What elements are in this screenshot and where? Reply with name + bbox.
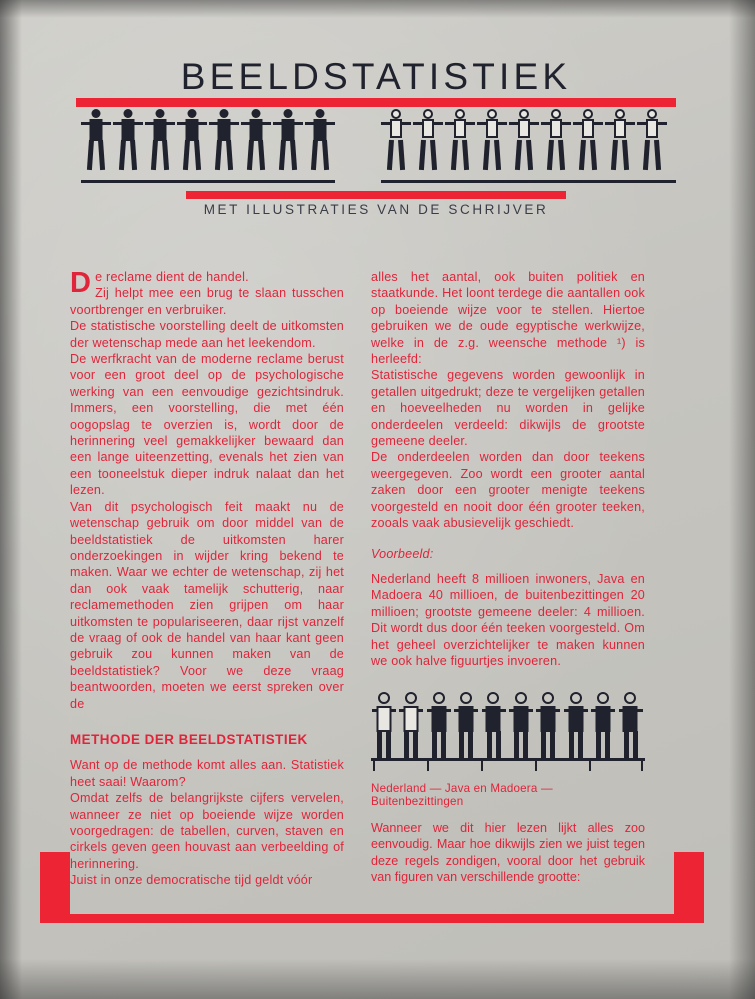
paragraph [70, 267, 344, 299]
person-white-icon [398, 692, 423, 758]
decorative-block-right [674, 852, 704, 923]
person-icon [177, 109, 207, 171]
paragraph: Nederland heeft 8 millioen inwoners, Java en Madoera 40 millioen, de buitenbezittingen 20 millioen; grootste gemeene deeler: 4 millioen. Dit wordt dus door één teeken voorgesteld. Om het geheel overzichtelijker te maken kunnen we ook halve figuurtjes invoeren. [371, 571, 645, 668]
person-icon [481, 692, 506, 758]
bottom-rule [70, 914, 674, 923]
example-label: Voorbeeld: [371, 546, 434, 561]
person-white-icon [573, 109, 603, 171]
person-icon [508, 692, 533, 758]
page-title: BEELDSTATISTIEK [180, 56, 572, 97]
person-icon [273, 109, 303, 171]
subtitle-rule [186, 191, 566, 199]
drop-cap: D [70, 267, 92, 299]
person-white-icon [541, 109, 571, 171]
chart-caption: Nederland — Java en Madoera — Buitenbezittingen [371, 782, 553, 808]
scan-edge-right [729, 0, 755, 999]
paragraph: Wanneer we dit hier lezen lijkt alles zoo eenvoudig. Maar hoe dikwijls zien we juist tegen deze regels zondigen, vooral door het gebruik van figuren van verschillende grootte: [371, 821, 645, 885]
chart-ticks [371, 761, 645, 773]
person-icon [209, 109, 239, 171]
paragraph: De onderdeelen worden dan door teekens weergegeven. Zoo wordt een grooter aantal zaken door een grooter menigte teekens voorgesteld en nooit door één grooter teeken, zooals vaak abusievelijk geschiedt. [371, 450, 645, 531]
poster-sheet [26, 14, 726, 974]
person-icon [618, 692, 643, 758]
person-white-icon [637, 109, 667, 171]
person-white-icon [445, 109, 475, 171]
person-icon [535, 692, 560, 758]
person-white-icon [371, 692, 396, 758]
paragraph: Zij helpt mee een brug te slaan tusschen voortbrenger en verbruiker. [70, 286, 344, 317]
person-icon [563, 692, 588, 758]
paragraph: Statistische gegevens worden gewoonlijk in getallen uitgedrukt; deze te vergelijken getallen en hoeveelheden nu worden in gelijke onderdeelen verdeeld: dikwijls de grootste gemeene deeler. [371, 368, 645, 449]
person-icon [426, 692, 451, 758]
paragraph: Juist in onze democratische tijd geldt vóór [70, 873, 313, 888]
paragraph: De statistische voorstelling deelt de uitkomsten der wetenschap mede aan het leekendom. [70, 319, 344, 350]
person-white-icon [605, 109, 635, 171]
section-heading: METHODE DER BEELDSTATISTIEK [70, 731, 308, 747]
person-icon [453, 692, 478, 758]
top-rule [76, 98, 676, 107]
decorative-block-left [40, 852, 70, 923]
header-baseline-left [81, 180, 335, 183]
person-icon [305, 109, 335, 171]
paragraph: De werfkracht van de moderne reclame berust voor een groot deel op de psychologische werking van een eenvoudige gezichtsindruk. Immers, een voorstelling, die met één oogopslag te overzien is, wordt door de herinnering veel gemakkelijker bewaard dan een lange uiteenzetting, evenals het zien van een tooneelstuk dieper indruk nalaat dan het lezen. [70, 352, 344, 498]
header-figure-group-left [81, 109, 337, 171]
header-baseline-right [381, 180, 676, 183]
header-figure-group-right [381, 109, 669, 171]
person-white-icon [381, 109, 411, 171]
person-icon [590, 692, 615, 758]
right-column [371, 269, 645, 669]
person-white-icon [477, 109, 507, 171]
person-icon [241, 109, 271, 171]
paragraph: Omdat zelfs de belangrijkste cijfers vervelen, wanneer ze niet op boeiende wijze worden voorgedragen: de tabellen, curven, staven en cirkels geven geen houvast aan verbeelding of herinnering. [70, 791, 344, 871]
paragraph: alles het aantal, ook buiten politiek en staatkunde. Het loont terdege die aantallen ook op boeiende wijze voor te stellen. Hiertoe gebruiken we de oude egyptische werkwijze, welke in de z.g. weensche methode ¹) is herleefd: [371, 270, 645, 367]
left-column [70, 269, 344, 889]
paragraph: Want op de methode komt alles aan. Statistiek heet saai! Waarom? [70, 758, 344, 789]
scan-edge-left [0, 0, 22, 999]
pictogram-chart [371, 686, 645, 898]
page-subtitle: MET ILLUSTRATIES VAN DE SCHRIJVER [203, 202, 549, 217]
paragraph: Van dit psychologisch feit maakt nu de wetenschap gebruik om door middel van de beeldstatistiek de uitkomsten harer onderzoekingen in wijder kring bekend te maken. Waar we echter de wetenschap, zij het dan ook vaak tamelijk schutterig, naar reclamemethoden zien grijpen om haar uitkomsten te populariseeren, daar rijst vanzelf de vraag of ook de handel van haar kant geen gebruik zou kunnen maken van de beeldstatistiek? Voor we deze vraag beantwoorden, moeten we eerst spreken over de [70, 499, 344, 711]
person-white-icon [509, 109, 539, 171]
person-icon [113, 109, 143, 171]
person-icon [145, 109, 175, 171]
person-white-icon [413, 109, 443, 171]
chart-figure-row [371, 686, 645, 758]
person-icon [81, 109, 111, 171]
paragraph-text: e reclame dient de handel. [95, 270, 249, 284]
